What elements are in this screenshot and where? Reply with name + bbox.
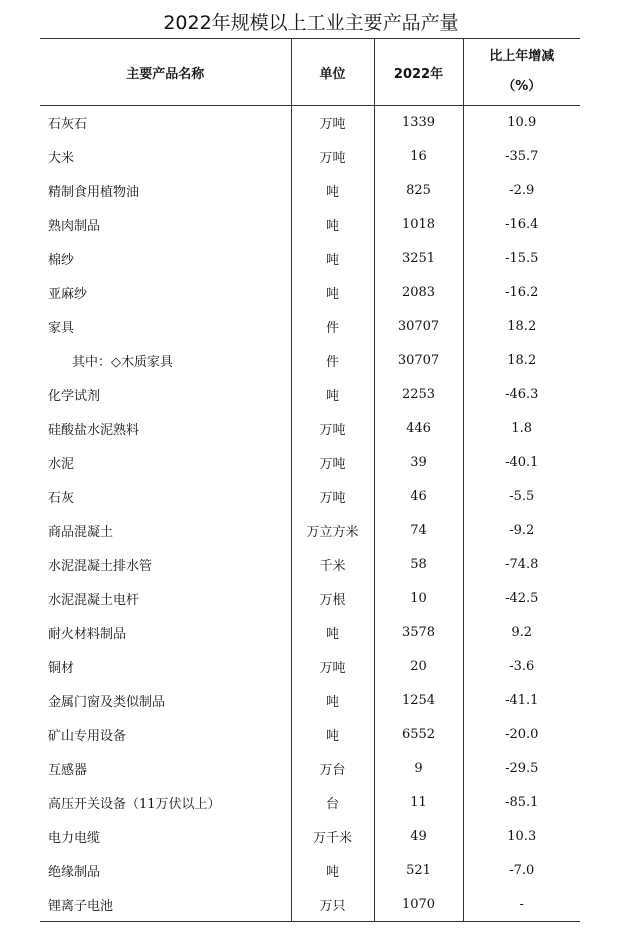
unit-cell: 件 [291,310,374,344]
output-value-cell: 1254 [374,684,463,718]
table-row [40,820,580,854]
product-name-cell: 大米 [48,151,75,166]
change-percent-cell: -85.1 [463,786,580,820]
table-row [40,412,580,446]
table-row [40,718,580,752]
unit-cell: 吨 [291,854,374,888]
output-value-cell: 521 [374,854,463,888]
change-percent-cell: -15.5 [463,242,580,276]
unit-cell: 件 [291,344,374,378]
header-year: 2022年 [374,39,463,106]
change-percent-cell: 18.2 [463,344,580,378]
change-percent-cell: -16.4 [463,208,580,242]
unit-cell: 万只 [291,888,374,922]
header-change-label: 比上年增减 [489,49,555,64]
table-body [40,106,580,922]
product-name-cell: 商品混凝土 [48,525,114,540]
unit-cell: 万台 [291,752,374,786]
change-percent-cell: -3.6 [463,650,580,684]
change-percent-cell: 9.2 [463,616,580,650]
unit-cell: 吨 [291,616,374,650]
product-name-cell: 铜材 [48,661,75,676]
product-name-cell: 锂离子电池 [40,888,291,922]
product-name-cell: 金属门窗及类似制品 [48,695,166,710]
table-row [40,854,580,888]
change-percent-cell: -5.5 [463,480,580,514]
table-row [40,208,580,242]
change-percent-cell: - [463,888,580,922]
unit-cell: 吨 [291,684,374,718]
product-name-cell: 硅酸盐水泥熟料 [48,423,140,438]
change-percent-cell: -74.8 [463,548,580,582]
unit-cell: 万吨 [291,106,374,140]
header-change-unit: （%） [502,79,542,94]
change-percent-cell: -16.2 [463,276,580,310]
table-row [40,378,580,412]
output-value-cell: 6552 [374,718,463,752]
change-percent-cell: 1.8 [463,412,580,446]
unit-cell: 吨 [291,242,374,276]
output-value-cell: 10 [374,582,463,616]
table-row [40,752,580,786]
table-row [40,174,580,208]
unit-cell: 吨 [291,378,374,412]
table-row [40,582,580,616]
table-row [40,480,580,514]
unit-cell: 万吨 [291,480,374,514]
change-percent-cell: -7.0 [463,854,580,888]
product-name-cell: 家具 [48,321,75,336]
header-unit: 单位 [291,39,374,106]
product-name-cell: 石灰 [48,491,75,506]
output-value-cell: 20 [374,650,463,684]
product-name-cell: 高压开关设备（11万伏以上） [48,797,221,812]
product-name-cell: 电力电缆 [48,831,101,846]
output-value-cell: 2083 [374,276,463,310]
table-row [40,242,580,276]
product-output-table [40,38,580,922]
change-percent-cell: -41.1 [463,684,580,718]
page-title: 2022年规模以上工业主要产品产量 [163,12,459,34]
output-value-cell: 1339 [374,106,463,140]
product-name-cell: 水泥混凝土电杆 [48,593,140,608]
unit-cell: 万吨 [291,412,374,446]
output-value-cell: 3251 [374,242,463,276]
output-value-cell: 446 [374,412,463,446]
change-percent-cell: -42.5 [463,582,580,616]
change-percent-cell: -2.9 [463,174,580,208]
output-value-cell: 9 [374,752,463,786]
table-row [40,446,580,480]
table-row [40,106,580,140]
output-value-cell: 1070 [374,888,463,922]
change-percent-cell: -35.7 [463,140,580,174]
output-value-cell: 11 [374,786,463,820]
output-value-cell: 30707 [374,310,463,344]
change-percent-cell: -9.2 [463,514,580,548]
output-value-cell: 46 [374,480,463,514]
table-row [40,548,580,582]
product-name-cell: 耐火材料制品 [48,627,127,642]
output-value-cell: 2253 [374,378,463,412]
table-row [40,276,580,310]
change-percent-cell: 10.9 [463,106,580,140]
table-header-row [40,39,580,106]
change-percent-cell: 18.2 [463,310,580,344]
unit-cell: 万吨 [291,446,374,480]
product-name-cell: 熟肉制品 [48,219,101,234]
unit-cell: 吨 [291,174,374,208]
product-name-cell: 其中：◇木质家具 [72,355,173,370]
output-value-cell: 49 [374,820,463,854]
unit-cell: 万千米 [291,820,374,854]
table-row [40,310,580,344]
output-value-cell: 825 [374,174,463,208]
unit-cell: 万根 [291,582,374,616]
product-name-cell: 水泥混凝土排水管 [48,559,153,574]
header-product-name: 主要产品名称 [40,39,291,106]
output-value-cell: 3578 [374,616,463,650]
change-percent-cell: -46.3 [463,378,580,412]
unit-cell: 千米 [291,548,374,582]
unit-cell: 万吨 [291,650,374,684]
unit-cell: 万吨 [291,140,374,174]
unit-cell: 吨 [291,276,374,310]
product-name-cell: 精制食用植物油 [48,185,140,200]
output-value-cell: 58 [374,548,463,582]
output-value-cell: 74 [374,514,463,548]
output-value-cell: 16 [374,140,463,174]
table-row [40,650,580,684]
product-name-cell: 水泥 [48,457,75,472]
table-row [40,514,580,548]
change-percent-cell: 10.3 [463,820,580,854]
output-value-cell: 39 [374,446,463,480]
unit-cell: 万立方米 [291,514,374,548]
unit-cell: 吨 [291,718,374,752]
table-row [40,616,580,650]
product-name-cell: 绝缘制品 [48,865,101,880]
product-name-cell: 石灰石 [48,117,88,133]
table-row [40,140,580,174]
output-value-cell: 30707 [374,344,463,378]
unit-cell: 吨 [291,208,374,242]
table-row [40,786,580,820]
product-name-cell: 化学试剂 [48,389,101,404]
product-name-cell: 亚麻纱 [48,287,88,302]
product-name-cell: 互感器 [48,763,88,778]
unit-cell: 台 [291,786,374,820]
table-row [40,684,580,718]
change-percent-cell: -20.0 [463,718,580,752]
change-percent-cell: -29.5 [463,752,580,786]
table-row [40,344,580,378]
output-value-cell: 1018 [374,208,463,242]
product-name-cell: 棉纱 [48,253,75,268]
header-change [463,39,580,106]
table-row [40,888,580,922]
product-name-cell: 矿山专用设备 [48,729,127,744]
change-percent-cell: -40.1 [463,446,580,480]
